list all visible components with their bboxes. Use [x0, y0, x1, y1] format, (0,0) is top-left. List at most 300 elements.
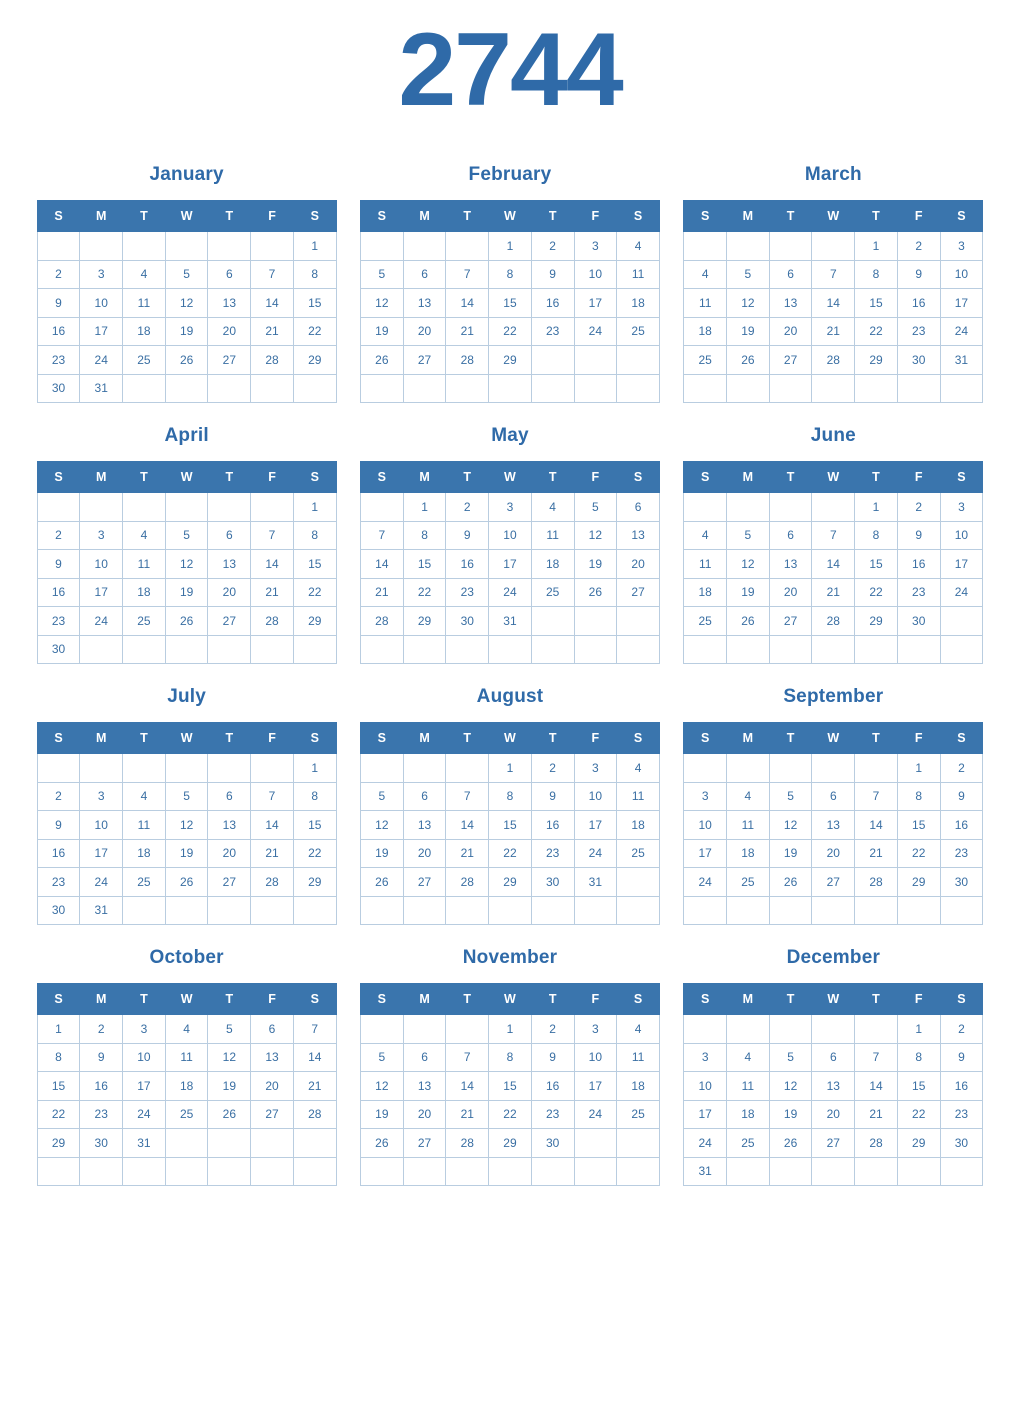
- day-cell[interactable]: 3: [489, 493, 532, 522]
- day-cell[interactable]: 21: [812, 317, 855, 346]
- day-cell[interactable]: 2: [897, 493, 940, 522]
- day-cell[interactable]: 27: [403, 346, 446, 375]
- day-cell[interactable]: 17: [940, 289, 983, 318]
- day-cell[interactable]: 22: [897, 1100, 940, 1129]
- day-cell[interactable]: 9: [897, 260, 940, 289]
- day-cell[interactable]: 7: [446, 1043, 489, 1072]
- day-cell[interactable]: 25: [123, 607, 166, 636]
- day-cell[interactable]: 15: [293, 289, 336, 318]
- day-cell[interactable]: 4: [617, 232, 660, 261]
- day-cell[interactable]: 7: [293, 1015, 336, 1044]
- day-cell[interactable]: 11: [617, 260, 660, 289]
- day-cell[interactable]: 8: [489, 782, 532, 811]
- day-cell[interactable]: 27: [812, 868, 855, 897]
- day-cell[interactable]: 26: [574, 578, 617, 607]
- day-cell[interactable]: 4: [727, 782, 770, 811]
- day-cell[interactable]: 20: [208, 317, 251, 346]
- day-cell[interactable]: 24: [123, 1100, 166, 1129]
- day-cell[interactable]: 19: [165, 317, 208, 346]
- day-cell[interactable]: 29: [855, 607, 898, 636]
- day-cell[interactable]: 24: [684, 1129, 727, 1158]
- day-cell[interactable]: 8: [293, 260, 336, 289]
- day-cell[interactable]: 17: [684, 1100, 727, 1129]
- day-cell[interactable]: 16: [37, 839, 80, 868]
- day-cell[interactable]: 28: [855, 868, 898, 897]
- day-cell[interactable]: 14: [812, 289, 855, 318]
- day-cell[interactable]: 23: [531, 317, 574, 346]
- day-cell[interactable]: 3: [574, 232, 617, 261]
- day-cell[interactable]: 11: [727, 811, 770, 840]
- day-cell[interactable]: 17: [80, 578, 123, 607]
- day-cell[interactable]: 14: [293, 1043, 336, 1072]
- day-cell[interactable]: 18: [123, 317, 166, 346]
- day-cell[interactable]: 22: [403, 578, 446, 607]
- day-cell[interactable]: 10: [574, 1043, 617, 1072]
- day-cell[interactable]: 20: [812, 1100, 855, 1129]
- day-cell[interactable]: 18: [684, 578, 727, 607]
- day-cell[interactable]: 6: [769, 521, 812, 550]
- day-cell[interactable]: 6: [617, 493, 660, 522]
- day-cell[interactable]: 10: [940, 260, 983, 289]
- day-cell[interactable]: 22: [489, 317, 532, 346]
- day-cell[interactable]: 26: [360, 1129, 403, 1158]
- day-cell[interactable]: 14: [251, 550, 294, 579]
- day-cell[interactable]: 26: [727, 346, 770, 375]
- day-cell[interactable]: 3: [574, 754, 617, 783]
- day-cell[interactable]: 9: [531, 1043, 574, 1072]
- day-cell[interactable]: 7: [446, 782, 489, 811]
- day-cell[interactable]: 16: [897, 550, 940, 579]
- day-cell[interactable]: 31: [80, 374, 123, 403]
- day-cell[interactable]: 18: [727, 1100, 770, 1129]
- day-cell[interactable]: 20: [812, 839, 855, 868]
- day-cell[interactable]: 24: [684, 868, 727, 897]
- day-cell[interactable]: 23: [940, 1100, 983, 1129]
- day-cell[interactable]: 15: [855, 550, 898, 579]
- day-cell[interactable]: 11: [165, 1043, 208, 1072]
- day-cell[interactable]: 9: [897, 521, 940, 550]
- day-cell[interactable]: 9: [80, 1043, 123, 1072]
- day-cell[interactable]: 17: [489, 550, 532, 579]
- day-cell[interactable]: 22: [897, 839, 940, 868]
- day-cell[interactable]: 24: [574, 317, 617, 346]
- day-cell[interactable]: 29: [489, 346, 532, 375]
- day-cell[interactable]: 13: [812, 811, 855, 840]
- day-cell[interactable]: 15: [855, 289, 898, 318]
- day-cell[interactable]: 1: [293, 493, 336, 522]
- day-cell[interactable]: 7: [251, 260, 294, 289]
- day-cell[interactable]: 16: [446, 550, 489, 579]
- day-cell[interactable]: 8: [37, 1043, 80, 1072]
- day-cell[interactable]: 6: [208, 782, 251, 811]
- day-cell[interactable]: 3: [684, 782, 727, 811]
- day-cell[interactable]: 22: [489, 1100, 532, 1129]
- day-cell[interactable]: 21: [251, 839, 294, 868]
- day-cell[interactable]: 25: [123, 346, 166, 375]
- day-cell[interactable]: 1: [293, 232, 336, 261]
- day-cell[interactable]: 2: [897, 232, 940, 261]
- day-cell[interactable]: 20: [403, 839, 446, 868]
- day-cell[interactable]: 2: [80, 1015, 123, 1044]
- day-cell[interactable]: 10: [80, 289, 123, 318]
- day-cell[interactable]: 23: [897, 317, 940, 346]
- day-cell[interactable]: 18: [617, 289, 660, 318]
- day-cell[interactable]: 15: [897, 811, 940, 840]
- day-cell[interactable]: 5: [360, 782, 403, 811]
- day-cell[interactable]: 10: [80, 811, 123, 840]
- day-cell[interactable]: 12: [165, 289, 208, 318]
- day-cell[interactable]: 11: [617, 1043, 660, 1072]
- day-cell[interactable]: 8: [855, 521, 898, 550]
- day-cell[interactable]: 29: [855, 346, 898, 375]
- day-cell[interactable]: 14: [855, 1072, 898, 1101]
- day-cell[interactable]: 22: [855, 578, 898, 607]
- day-cell[interactable]: 10: [80, 550, 123, 579]
- day-cell[interactable]: 20: [769, 578, 812, 607]
- day-cell[interactable]: 23: [897, 578, 940, 607]
- day-cell[interactable]: 21: [293, 1072, 336, 1101]
- day-cell[interactable]: 30: [897, 607, 940, 636]
- day-cell[interactable]: 15: [403, 550, 446, 579]
- day-cell[interactable]: 10: [123, 1043, 166, 1072]
- day-cell[interactable]: 28: [251, 868, 294, 897]
- day-cell[interactable]: 28: [251, 346, 294, 375]
- day-cell[interactable]: 29: [489, 868, 532, 897]
- day-cell[interactable]: 6: [403, 260, 446, 289]
- day-cell[interactable]: 5: [727, 521, 770, 550]
- day-cell[interactable]: 18: [617, 811, 660, 840]
- day-cell[interactable]: 1: [37, 1015, 80, 1044]
- day-cell[interactable]: 19: [360, 839, 403, 868]
- day-cell[interactable]: 16: [940, 811, 983, 840]
- day-cell[interactable]: 29: [293, 346, 336, 375]
- day-cell[interactable]: 8: [897, 782, 940, 811]
- day-cell[interactable]: 20: [617, 550, 660, 579]
- day-cell[interactable]: 1: [403, 493, 446, 522]
- day-cell[interactable]: 24: [940, 317, 983, 346]
- day-cell[interactable]: 25: [617, 1100, 660, 1129]
- day-cell[interactable]: 17: [80, 317, 123, 346]
- day-cell[interactable]: 26: [165, 607, 208, 636]
- day-cell[interactable]: 16: [37, 317, 80, 346]
- day-cell[interactable]: 27: [403, 1129, 446, 1158]
- day-cell[interactable]: 20: [208, 839, 251, 868]
- day-cell[interactable]: 1: [293, 754, 336, 783]
- day-cell[interactable]: 19: [769, 1100, 812, 1129]
- day-cell[interactable]: 5: [360, 260, 403, 289]
- day-cell[interactable]: 18: [531, 550, 574, 579]
- day-cell[interactable]: 6: [208, 260, 251, 289]
- day-cell[interactable]: 24: [574, 1100, 617, 1129]
- day-cell[interactable]: 26: [769, 868, 812, 897]
- day-cell[interactable]: 19: [360, 317, 403, 346]
- day-cell[interactable]: 10: [940, 521, 983, 550]
- day-cell[interactable]: 16: [940, 1072, 983, 1101]
- day-cell[interactable]: 21: [251, 578, 294, 607]
- day-cell[interactable]: 23: [37, 346, 80, 375]
- day-cell[interactable]: 25: [617, 317, 660, 346]
- day-cell[interactable]: 27: [208, 868, 251, 897]
- day-cell[interactable]: 23: [446, 578, 489, 607]
- day-cell[interactable]: 29: [897, 868, 940, 897]
- day-cell[interactable]: 5: [769, 782, 812, 811]
- day-cell[interactable]: 13: [617, 521, 660, 550]
- day-cell[interactable]: 5: [727, 260, 770, 289]
- day-cell[interactable]: 1: [855, 493, 898, 522]
- day-cell[interactable]: 29: [37, 1129, 80, 1158]
- day-cell[interactable]: 13: [403, 1072, 446, 1101]
- day-cell[interactable]: 24: [489, 578, 532, 607]
- day-cell[interactable]: 30: [446, 607, 489, 636]
- day-cell[interactable]: 27: [208, 607, 251, 636]
- day-cell[interactable]: 12: [769, 811, 812, 840]
- day-cell[interactable]: 26: [360, 346, 403, 375]
- day-cell[interactable]: 23: [37, 868, 80, 897]
- day-cell[interactable]: 17: [80, 839, 123, 868]
- day-cell[interactable]: 1: [489, 1015, 532, 1044]
- day-cell[interactable]: 28: [446, 1129, 489, 1158]
- day-cell[interactable]: 6: [403, 782, 446, 811]
- day-cell[interactable]: 31: [940, 346, 983, 375]
- day-cell[interactable]: 13: [812, 1072, 855, 1101]
- day-cell[interactable]: 9: [940, 1043, 983, 1072]
- day-cell[interactable]: 4: [684, 521, 727, 550]
- day-cell[interactable]: 31: [80, 896, 123, 925]
- day-cell[interactable]: 29: [897, 1129, 940, 1158]
- day-cell[interactable]: 27: [403, 868, 446, 897]
- day-cell[interactable]: 9: [531, 782, 574, 811]
- day-cell[interactable]: 31: [684, 1157, 727, 1186]
- day-cell[interactable]: 9: [446, 521, 489, 550]
- day-cell[interactable]: 18: [165, 1072, 208, 1101]
- day-cell[interactable]: 27: [208, 346, 251, 375]
- day-cell[interactable]: 25: [727, 1129, 770, 1158]
- day-cell[interactable]: 25: [727, 868, 770, 897]
- day-cell[interactable]: 23: [531, 1100, 574, 1129]
- day-cell[interactable]: 4: [531, 493, 574, 522]
- day-cell[interactable]: 14: [251, 289, 294, 318]
- day-cell[interactable]: 10: [684, 1072, 727, 1101]
- day-cell[interactable]: 14: [446, 289, 489, 318]
- day-cell[interactable]: 16: [531, 811, 574, 840]
- day-cell[interactable]: 9: [37, 811, 80, 840]
- day-cell[interactable]: 23: [940, 839, 983, 868]
- day-cell[interactable]: 20: [208, 578, 251, 607]
- day-cell[interactable]: 14: [855, 811, 898, 840]
- day-cell[interactable]: 2: [446, 493, 489, 522]
- day-cell[interactable]: 8: [293, 782, 336, 811]
- day-cell[interactable]: 12: [165, 811, 208, 840]
- day-cell[interactable]: 19: [769, 839, 812, 868]
- day-cell[interactable]: 9: [37, 550, 80, 579]
- day-cell[interactable]: 26: [165, 868, 208, 897]
- day-cell[interactable]: 24: [80, 607, 123, 636]
- day-cell[interactable]: 16: [37, 578, 80, 607]
- day-cell[interactable]: 2: [531, 1015, 574, 1044]
- day-cell[interactable]: 25: [165, 1100, 208, 1129]
- day-cell[interactable]: 2: [37, 782, 80, 811]
- day-cell[interactable]: 11: [123, 811, 166, 840]
- day-cell[interactable]: 14: [812, 550, 855, 579]
- day-cell[interactable]: 15: [489, 1072, 532, 1101]
- day-cell[interactable]: 30: [940, 1129, 983, 1158]
- day-cell[interactable]: 18: [123, 578, 166, 607]
- day-cell[interactable]: 5: [574, 493, 617, 522]
- day-cell[interactable]: 22: [855, 317, 898, 346]
- day-cell[interactable]: 20: [769, 317, 812, 346]
- day-cell[interactable]: 30: [531, 868, 574, 897]
- day-cell[interactable]: 21: [360, 578, 403, 607]
- day-cell[interactable]: 17: [574, 289, 617, 318]
- day-cell[interactable]: 13: [251, 1043, 294, 1072]
- day-cell[interactable]: 10: [489, 521, 532, 550]
- day-cell[interactable]: 2: [37, 521, 80, 550]
- day-cell[interactable]: 8: [489, 260, 532, 289]
- day-cell[interactable]: 8: [855, 260, 898, 289]
- day-cell[interactable]: 7: [360, 521, 403, 550]
- day-cell[interactable]: 27: [769, 346, 812, 375]
- day-cell[interactable]: 24: [574, 839, 617, 868]
- day-cell[interactable]: 10: [574, 260, 617, 289]
- day-cell[interactable]: 21: [855, 839, 898, 868]
- day-cell[interactable]: 11: [684, 289, 727, 318]
- day-cell[interactable]: 5: [360, 1043, 403, 1072]
- day-cell[interactable]: 26: [208, 1100, 251, 1129]
- day-cell[interactable]: 7: [812, 260, 855, 289]
- day-cell[interactable]: 12: [727, 289, 770, 318]
- day-cell[interactable]: 4: [617, 1015, 660, 1044]
- day-cell[interactable]: 6: [251, 1015, 294, 1044]
- day-cell[interactable]: 20: [251, 1072, 294, 1101]
- day-cell[interactable]: 11: [684, 550, 727, 579]
- day-cell[interactable]: 28: [812, 346, 855, 375]
- day-cell[interactable]: 26: [165, 346, 208, 375]
- day-cell[interactable]: 3: [80, 521, 123, 550]
- day-cell[interactable]: 15: [897, 1072, 940, 1101]
- day-cell[interactable]: 15: [293, 550, 336, 579]
- day-cell[interactable]: 14: [251, 811, 294, 840]
- day-cell[interactable]: 28: [360, 607, 403, 636]
- day-cell[interactable]: 27: [769, 607, 812, 636]
- day-cell[interactable]: 27: [251, 1100, 294, 1129]
- day-cell[interactable]: 25: [684, 607, 727, 636]
- day-cell[interactable]: 16: [531, 1072, 574, 1101]
- day-cell[interactable]: 25: [684, 346, 727, 375]
- day-cell[interactable]: 7: [251, 782, 294, 811]
- day-cell[interactable]: 3: [940, 232, 983, 261]
- day-cell[interactable]: 21: [812, 578, 855, 607]
- day-cell[interactable]: 26: [769, 1129, 812, 1158]
- day-cell[interactable]: 5: [165, 260, 208, 289]
- day-cell[interactable]: 5: [165, 521, 208, 550]
- day-cell[interactable]: 3: [574, 1015, 617, 1044]
- day-cell[interactable]: 13: [403, 811, 446, 840]
- day-cell[interactable]: 6: [812, 782, 855, 811]
- day-cell[interactable]: 18: [617, 1072, 660, 1101]
- day-cell[interactable]: 17: [684, 839, 727, 868]
- day-cell[interactable]: 12: [165, 550, 208, 579]
- day-cell[interactable]: 17: [123, 1072, 166, 1101]
- day-cell[interactable]: 21: [446, 317, 489, 346]
- day-cell[interactable]: 1: [489, 232, 532, 261]
- day-cell[interactable]: 13: [769, 289, 812, 318]
- day-cell[interactable]: 4: [727, 1043, 770, 1072]
- day-cell[interactable]: 15: [293, 811, 336, 840]
- day-cell[interactable]: 26: [727, 607, 770, 636]
- day-cell[interactable]: 25: [617, 839, 660, 868]
- day-cell[interactable]: 29: [489, 1129, 532, 1158]
- day-cell[interactable]: 5: [208, 1015, 251, 1044]
- day-cell[interactable]: 24: [80, 346, 123, 375]
- day-cell[interactable]: 31: [123, 1129, 166, 1158]
- day-cell[interactable]: 30: [37, 635, 80, 664]
- day-cell[interactable]: 30: [37, 374, 80, 403]
- day-cell[interactable]: 17: [574, 811, 617, 840]
- day-cell[interactable]: 12: [574, 521, 617, 550]
- day-cell[interactable]: 19: [208, 1072, 251, 1101]
- day-cell[interactable]: 22: [293, 317, 336, 346]
- day-cell[interactable]: 18: [123, 839, 166, 868]
- day-cell[interactable]: 7: [855, 1043, 898, 1072]
- day-cell[interactable]: 22: [293, 578, 336, 607]
- day-cell[interactable]: 31: [574, 868, 617, 897]
- day-cell[interactable]: 9: [940, 782, 983, 811]
- day-cell[interactable]: 7: [812, 521, 855, 550]
- day-cell[interactable]: 2: [940, 754, 983, 783]
- day-cell[interactable]: 14: [446, 1072, 489, 1101]
- day-cell[interactable]: 22: [37, 1100, 80, 1129]
- day-cell[interactable]: 4: [123, 782, 166, 811]
- day-cell[interactable]: 2: [531, 232, 574, 261]
- day-cell[interactable]: 28: [251, 607, 294, 636]
- day-cell[interactable]: 24: [940, 578, 983, 607]
- day-cell[interactable]: 3: [684, 1043, 727, 1072]
- day-cell[interactable]: 21: [855, 1100, 898, 1129]
- day-cell[interactable]: 28: [446, 868, 489, 897]
- day-cell[interactable]: 11: [123, 289, 166, 318]
- day-cell[interactable]: 21: [446, 839, 489, 868]
- day-cell[interactable]: 25: [123, 868, 166, 897]
- day-cell[interactable]: 6: [769, 260, 812, 289]
- day-cell[interactable]: 13: [208, 811, 251, 840]
- day-cell[interactable]: 3: [80, 782, 123, 811]
- day-cell[interactable]: 18: [727, 839, 770, 868]
- day-cell[interactable]: 3: [123, 1015, 166, 1044]
- day-cell[interactable]: 23: [80, 1100, 123, 1129]
- day-cell[interactable]: 12: [360, 289, 403, 318]
- day-cell[interactable]: 11: [617, 782, 660, 811]
- day-cell[interactable]: 29: [293, 607, 336, 636]
- day-cell[interactable]: 2: [37, 260, 80, 289]
- day-cell[interactable]: 15: [489, 811, 532, 840]
- day-cell[interactable]: 3: [940, 493, 983, 522]
- day-cell[interactable]: 2: [940, 1015, 983, 1044]
- day-cell[interactable]: 8: [403, 521, 446, 550]
- day-cell[interactable]: 6: [812, 1043, 855, 1072]
- day-cell[interactable]: 24: [80, 868, 123, 897]
- day-cell[interactable]: 10: [684, 811, 727, 840]
- day-cell[interactable]: 22: [489, 839, 532, 868]
- day-cell[interactable]: 8: [897, 1043, 940, 1072]
- day-cell[interactable]: 5: [165, 782, 208, 811]
- day-cell[interactable]: 23: [37, 607, 80, 636]
- day-cell[interactable]: 1: [855, 232, 898, 261]
- day-cell[interactable]: 27: [812, 1129, 855, 1158]
- day-cell[interactable]: 6: [208, 521, 251, 550]
- day-cell[interactable]: 28: [446, 346, 489, 375]
- day-cell[interactable]: 19: [727, 578, 770, 607]
- day-cell[interactable]: 5: [769, 1043, 812, 1072]
